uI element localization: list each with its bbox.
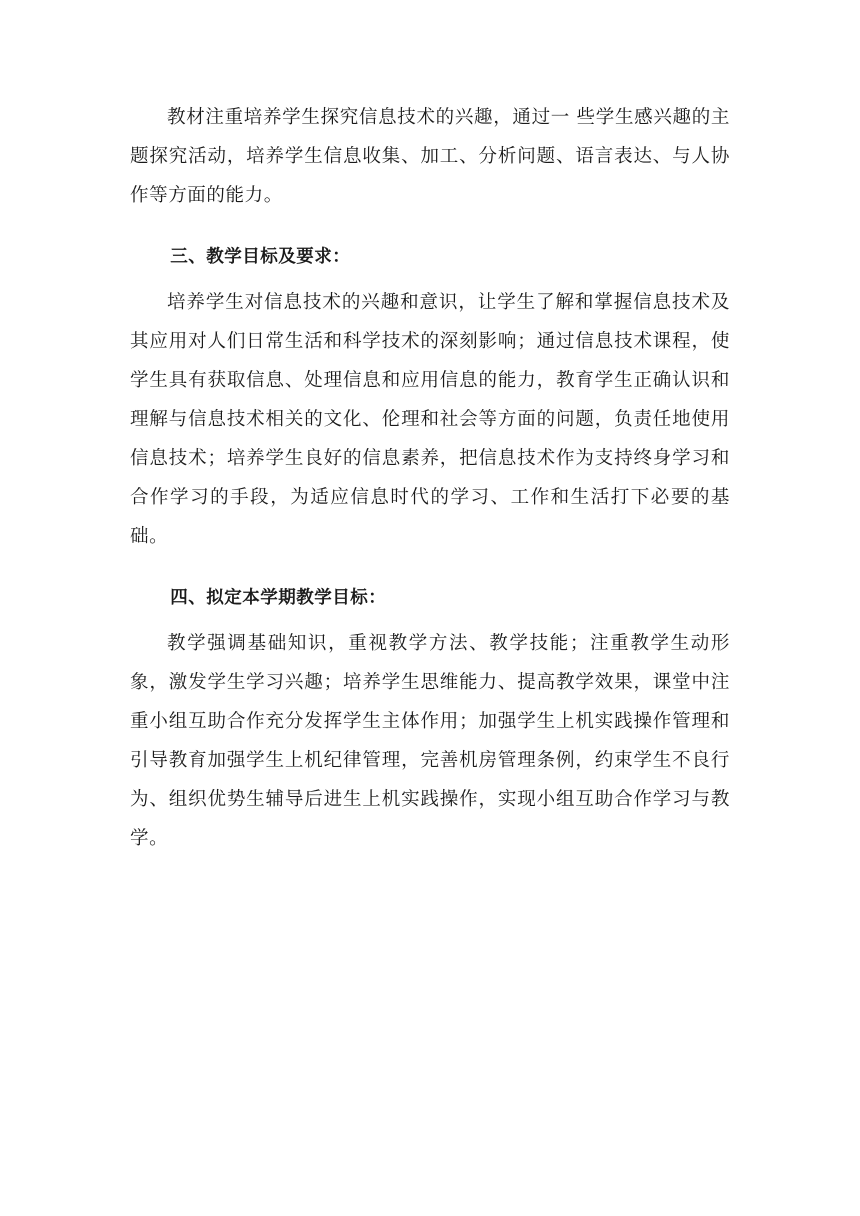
section-4-heading: 四、拟定本学期教学目标： — [170, 588, 387, 608]
intro-paragraph: 教材注重培养学生探究信息技术的兴趣，通过一 些学生感兴趣的主题探究活动，培养学生信息收集、加工、分析问题、语言表达、与人协作等方面的能力。 — [130, 107, 730, 206]
section-3-heading: 三、教学目标及要求： — [170, 247, 351, 267]
section-4-paragraph: 教学强调基础知识，重视教学方法、教学技能；注重教学生动形象，激发学生学习兴趣；培养学生思维能力、提高教学效果，课堂中注重小组互助合作充分发挥学生主体作用；加强学生上机实践操作管理和引导教育加强学生上机纪律管理，完善机房管理条例，约束学生不良行为、组织优势生辅导后进生上机实践操作，实现小组互助合作学习与教学。 — [130, 633, 730, 849]
section-3-paragraph: 培养学生对信息技术的兴趣和意识，让学生了解和掌握信息技术及其应用对人们日常生活和科学技术的深刻影响；通过信息技术课程，使学生具有获取信息、处理信息和应用信息的能力，教育学生正确认识和理解与信息技术相关的文化、伦理和社会等方面的问题，负责任地使用信息技术；培养学生良好的信息素养，把信息技术作为支持终身学习和合作学习的手段，为适应信息时代的学习、工作和生活打下必要的基础。 — [130, 292, 730, 547]
document-body — [130, 98, 730, 858]
